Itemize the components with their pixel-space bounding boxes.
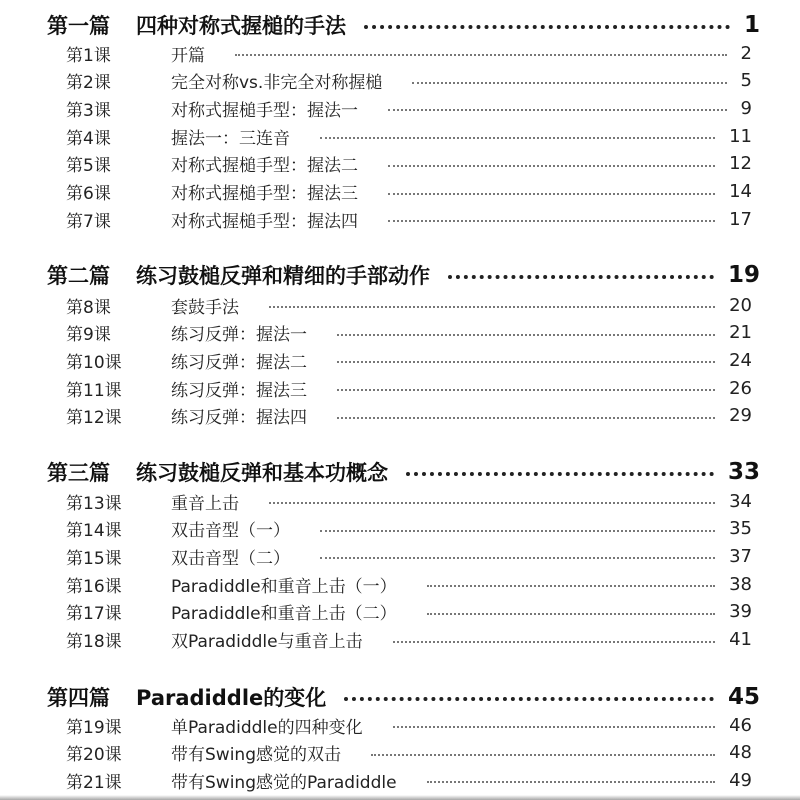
lesson-page-number: 37 [729,545,752,567]
lesson-label: 第18课 [66,632,122,652]
lesson-entry [0,67,800,95]
lesson-page-number: 26 [729,377,752,399]
dot-leader [393,641,715,643]
lesson-entry [0,542,800,570]
lesson-entry [0,766,800,794]
lesson-label: 第20课 [66,745,122,766]
part-heading [0,258,800,292]
dot-leader [364,25,730,29]
dot-leader [393,726,715,728]
lesson-entry [0,626,800,654]
lesson-entry [0,598,800,626]
lesson-page-number: 48 [729,742,752,764]
lesson-title: 双击音型（一） [171,521,290,542]
part-heading [0,8,800,42]
lesson-entry [0,402,800,430]
lesson-page-number: 21 [729,322,752,344]
dot-leader [320,557,715,559]
lesson-title: 单Paradiddle的四种变化 [171,717,363,738]
lesson-page-number: 29 [729,405,752,427]
dot-leader [388,165,715,167]
part-heading [0,680,800,714]
lesson-page-number: 46 [729,714,752,736]
lesson-label: 第16课 [66,576,122,597]
dot-leader [320,530,715,532]
dot-leader [388,220,715,222]
part-page-number: 19 [727,262,760,288]
dot-leader [269,306,715,308]
part-page-number: 45 [727,684,760,710]
lesson-page-number: 35 [729,518,752,540]
lesson-entry [0,94,800,122]
lesson-page-number: 38 [729,573,752,595]
lesson-page-number: 49 [729,769,752,791]
lesson-label: 第10课 [66,352,122,373]
lesson-label: 第15课 [66,548,122,569]
lesson-title: 练习反弹：握法二 [171,352,307,373]
part-page-number: 1 [743,12,760,38]
lesson-entry [0,346,800,374]
lesson-title: 练习反弹：握法四 [171,408,307,429]
part-label: 第四篇 [47,686,110,710]
lesson-entry [0,205,800,233]
dot-leader [388,109,727,111]
dot-leader [320,137,715,139]
lesson-page-number: 34 [729,490,752,512]
part-title: Paradiddle的变化 [136,686,327,710]
lesson-title: 握法一：三连音 [171,128,290,149]
part-label: 第三篇 [47,461,110,485]
lesson-entry [0,739,800,767]
lesson-page-number: 41 [729,629,752,650]
lesson-entry [0,319,800,347]
lesson-entry [0,178,800,206]
part-heading [0,455,800,489]
lesson-entry [0,291,800,319]
lesson-page-number: 12 [729,153,752,175]
lesson-title: 对称式握槌手型：握法四 [171,211,358,232]
lesson-label: 第5课 [66,156,111,177]
lesson-label: 第19课 [66,717,122,738]
dot-leader [337,334,715,336]
lesson-page-number: 9 [740,97,752,119]
lesson-label: 第8课 [66,297,111,318]
lesson-label: 第14课 [66,521,122,542]
lesson-title: Paradiddle和重音上击（二） [171,604,397,625]
lesson-entry [0,570,800,598]
lesson-title: Paradiddle和重音上击（一） [171,576,397,597]
lesson-label: 第1课 [66,45,111,66]
dot-leader [427,613,715,615]
lesson-page-number: 39 [729,601,752,623]
part-label: 第二篇 [47,264,110,288]
dot-leader [448,275,714,279]
lesson-title: 对称式握槌手型：握法三 [171,184,358,204]
lesson-entry [0,711,800,739]
part-page-number: 33 [727,459,760,485]
lesson-entry [0,487,800,515]
lesson-page-number: 11 [729,125,752,147]
lesson-title: 重音上击 [171,493,239,514]
dot-leader [337,417,715,419]
lesson-label: 第6课 [66,184,111,204]
part-title: 练习鼓槌反弹和精细的手部动作 [136,264,430,288]
part-title: 四种对称式握槌的手法 [136,14,346,38]
dot-leader [344,697,714,701]
lesson-entry [0,122,800,150]
lesson-label: 第2课 [66,73,111,94]
lesson-entry [0,39,800,67]
lesson-label: 第11课 [66,380,122,401]
lesson-label: 第7课 [66,211,111,232]
lesson-page-number: 20 [729,294,752,316]
lesson-label: 第17课 [66,604,122,625]
part-label: 第一篇 [47,14,110,38]
lesson-title: 练习反弹：握法三 [171,380,307,401]
dot-leader [406,472,714,476]
lesson-page-number: 24 [729,349,752,371]
lesson-page-number: 5 [740,70,752,92]
lesson-label: 第13课 [66,493,122,514]
dot-leader [235,54,727,56]
lesson-title: 带有Swing感觉的Paradiddle [171,772,397,793]
lesson-title: 套鼓手法 [171,297,239,318]
lesson-title: 对称式握槌手型：握法二 [171,156,358,177]
lesson-entry [0,150,800,178]
dot-leader [427,585,715,587]
lesson-title: 双击音型（二） [171,548,290,569]
lesson-page-number: 2 [740,42,752,64]
lesson-page-number: 17 [729,208,752,230]
dot-leader [337,389,715,391]
lesson-label: 第9课 [66,325,111,346]
lesson-label: 第3课 [66,100,111,121]
lesson-title: 带有Swing感觉的双击 [171,745,341,766]
dot-leader [269,502,715,504]
lesson-title: 完全对称vs.非完全对称握槌 [171,73,383,94]
lesson-title: 练习反弹：握法一 [171,325,307,346]
lesson-title: 对称式握槌手型：握法一 [171,100,358,121]
dot-leader [371,754,715,756]
lesson-label: 第4课 [66,128,111,149]
lesson-title: 双Paradiddle与重音上击 [171,632,363,652]
lesson-entry [0,515,800,543]
page-edge-shadow [0,795,800,800]
dot-leader [427,781,715,783]
dot-leader [337,361,715,363]
lesson-label: 第12课 [66,408,122,429]
lesson-label: 第21课 [66,772,122,793]
lesson-title: 开篇 [171,45,205,66]
lesson-page-number: 14 [729,181,752,202]
dot-leader [412,82,727,84]
dot-leader [388,193,715,195]
lesson-entry [0,374,800,402]
part-title: 练习鼓槌反弹和基本功概念 [136,461,388,485]
